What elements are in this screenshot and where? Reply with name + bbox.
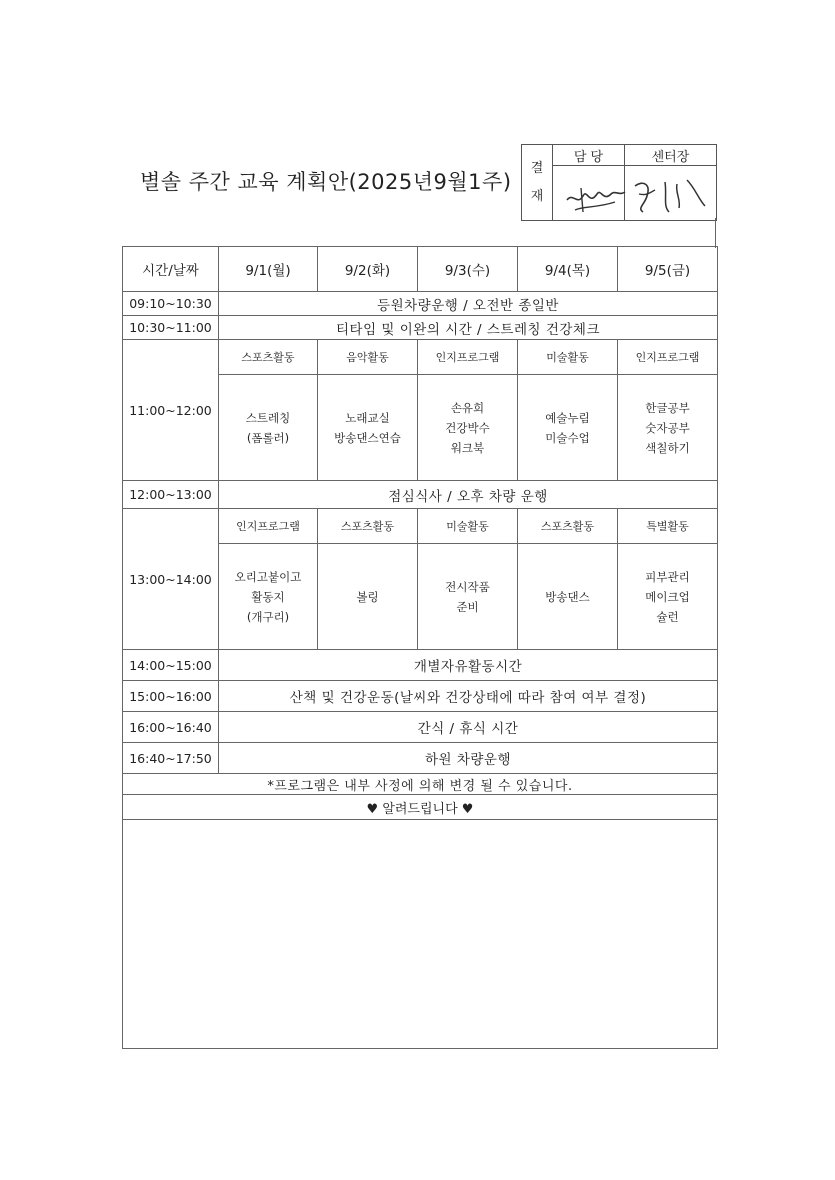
category-cell: 스포츠활동 xyxy=(219,340,318,375)
activity-span: 산책 및 건강운동(날씨와 건강상태에 따라 참여 여부 결정) xyxy=(219,681,718,712)
activity-cell xyxy=(618,544,718,650)
weekly-schedule-table xyxy=(122,246,718,1049)
category-cell: 인지프로그램 xyxy=(418,340,518,375)
activity-line: 미술수업 xyxy=(545,430,590,445)
day-header: 9/2(화) xyxy=(318,247,418,292)
time-cell: 15:00~16:00 xyxy=(123,681,219,712)
category-cell: 음악활동 xyxy=(318,340,418,375)
activity-cell xyxy=(418,375,518,481)
table-row xyxy=(123,481,718,509)
approval-label-top: 결 xyxy=(530,160,544,176)
approval-label-bottom: 재 xyxy=(530,188,544,204)
activity-span: 하원 차량운행 xyxy=(219,743,718,774)
activity-line: 방송댄스 xyxy=(545,589,590,604)
day-header: 9/5(금) xyxy=(618,247,718,292)
category-cell: 미술활동 xyxy=(518,340,618,375)
table-row xyxy=(123,292,718,316)
category-cell: 인지프로그램 xyxy=(618,340,718,375)
notice-heading: ♥ 알려드립니다 ♥ xyxy=(123,795,718,820)
change-note: *프로그램은 내부 사정에 의해 변경 될 수 있습니다. xyxy=(123,774,718,795)
day-header: 9/1(월) xyxy=(219,247,318,292)
notice-row xyxy=(123,795,718,820)
signature-staff-mark xyxy=(553,166,635,220)
table-row xyxy=(123,681,718,712)
activity-line: 오리고붙이고 xyxy=(234,569,302,584)
category-cell: 인지프로그램 xyxy=(219,509,318,544)
time-cell: 12:00~13:00 xyxy=(123,481,219,509)
category-cell: 특별활동 xyxy=(618,509,718,544)
activity-line: 노래교실 xyxy=(345,410,390,425)
signature-director xyxy=(624,166,716,221)
approval-label xyxy=(522,145,553,221)
activity-line: 숫자공부 xyxy=(645,420,690,435)
time-cell: 16:40~17:50 xyxy=(123,743,219,774)
category-cell: 스포츠활동 xyxy=(518,509,618,544)
activity-line: 활동지 xyxy=(251,589,285,604)
activity-cell xyxy=(518,375,618,481)
day-header: 9/4(목) xyxy=(518,247,618,292)
time-cell: 13:00~14:00 xyxy=(123,509,219,650)
signature-staff xyxy=(553,166,625,221)
table-row xyxy=(123,650,718,681)
page-title: 별솔 주간 교육 계획안(2025년9월1주) xyxy=(140,170,512,194)
activity-line: 손유희 xyxy=(450,400,485,415)
activity-line: 워크북 xyxy=(450,440,485,455)
approval-role-staff: 담 당 xyxy=(553,145,625,166)
activity-cell xyxy=(518,544,618,650)
time-cell: 11:00~12:00 xyxy=(123,340,219,481)
activity-span: 간식 / 휴식 시간 xyxy=(219,712,718,743)
day-header: 9/3(수) xyxy=(418,247,518,292)
category-cell: 스포츠활동 xyxy=(318,509,418,544)
time-cell: 10:30~11:00 xyxy=(123,316,219,340)
activity-line: 볼링 xyxy=(356,589,379,604)
corner-header: 시간/날짜 xyxy=(123,247,219,292)
activity-span: 등원차량운행 / 오전반 종일반 xyxy=(219,292,718,316)
table-row xyxy=(123,316,718,340)
activity-line: 색칠하기 xyxy=(645,440,690,455)
activity-line: 전시작품 xyxy=(445,579,490,594)
activity-line: (개구리) xyxy=(246,609,290,624)
category-cell: 미술활동 xyxy=(418,509,518,544)
activity-span: 점심식사 / 오후 차량 운행 xyxy=(219,481,718,509)
activity-line: 예술누림 xyxy=(545,410,590,425)
activity-line: 준비 xyxy=(456,599,479,614)
time-cell: 14:00~15:00 xyxy=(123,650,219,681)
activity-cell xyxy=(219,375,318,481)
activity-line: 피부관리 xyxy=(645,569,690,584)
activity-cell xyxy=(318,375,418,481)
approval-role-director: 센터장 xyxy=(624,145,716,166)
activity-line: 건강박수 xyxy=(445,420,490,435)
activity-cell xyxy=(618,375,718,481)
table-row xyxy=(123,712,718,743)
approval-divider-mark xyxy=(715,218,716,248)
activity-line: 슐런 xyxy=(656,609,679,624)
note-row xyxy=(123,774,718,795)
time-cell: 09:10~10:30 xyxy=(123,292,219,316)
activity-cell xyxy=(219,544,318,650)
table-row xyxy=(123,743,718,774)
activity-line: 한글공부 xyxy=(645,400,690,415)
notice-body-row xyxy=(123,820,718,1049)
table-row xyxy=(123,340,718,375)
activity-cell xyxy=(318,544,418,650)
activity-line: 스트레칭 xyxy=(245,410,291,425)
table-header-row xyxy=(123,247,718,292)
notice-body xyxy=(123,820,718,1049)
table-row xyxy=(123,509,718,544)
signature-director-mark xyxy=(625,166,711,220)
activity-line: 메이크업 xyxy=(645,589,690,604)
activity-line: (폼롤러) xyxy=(246,430,290,445)
approval-box xyxy=(521,144,717,221)
activity-span: 티타임 및 이완의 시간 / 스트레칭 건강체크 xyxy=(219,316,718,340)
activity-cell xyxy=(418,544,518,650)
time-cell: 16:00~16:40 xyxy=(123,712,219,743)
activity-span: 개별자유활동시간 xyxy=(219,650,718,681)
activity-line: 방송댄스연습 xyxy=(334,430,401,445)
